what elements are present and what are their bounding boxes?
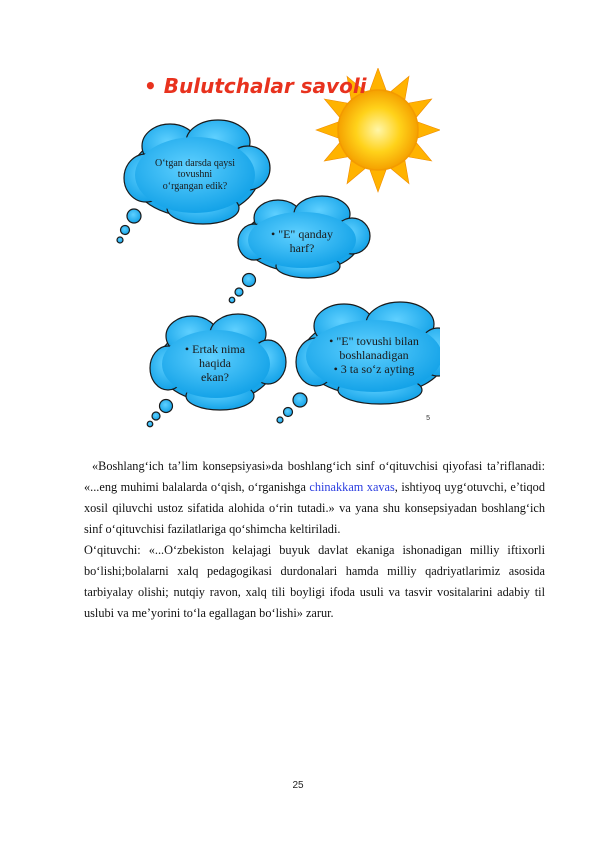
- slide-title: • Bulutchalar savoli: [144, 74, 367, 98]
- cloud-2-text: • "E" qanday harf?: [271, 227, 333, 255]
- body-text: [84, 456, 545, 624]
- paragraph-1: «Boshlang‘ich ta’lim konsepsiyasi»da boshlang‘ich sinf o‘qituvchisi qiyofasi ta’riflanadi: «...eng muhimi balalarda o‘qish, o‘rganishga chinakkam xavas, ishtiyoq uyg‘otuvchi, e’tiqod xosil qiluvchi ustoz sifatida alohida o‘rin tutadi.» va yana shu konsepsiyadan boshlang‘ich sinf o‘qituvchisi fazilatlariga qo‘shimcha keltiriladi.: [84, 459, 545, 536]
- page-number: 25: [292, 780, 304, 791]
- cloud-1-text: O‘tgan darsda qaysi tovushni o‘rgangan edik?: [155, 157, 235, 192]
- paragraph-2: O‘qituvchi: «...O‘zbekiston kelajagi buyuk davlat ekaniga ishonadigan milliy iftixorli bo‘lishi;bolalarni xalq pedagogikasi durdonalari hamda milliy qadriyatlarimiz asosida tarbiyalay olishi; nutqiy ravon, xalq tili boyligi ifoda usuli va tasvir vositalarini adabiy til uslubi va me’yorini to‘la egallagan bo‘lishi» zarur.: [84, 543, 545, 620]
- cloud-4-text: • "E" tovushi bilan boshlanadigan • 3 ta so‘z ayting: [329, 334, 419, 376]
- cloud-3-text: • Ertak nima haqida ekan?: [184, 342, 246, 384]
- slide-image: [108, 68, 440, 430]
- slide-number: 5: [426, 415, 430, 422]
- highlighted-phrase: chinakkam xavas: [309, 480, 395, 494]
